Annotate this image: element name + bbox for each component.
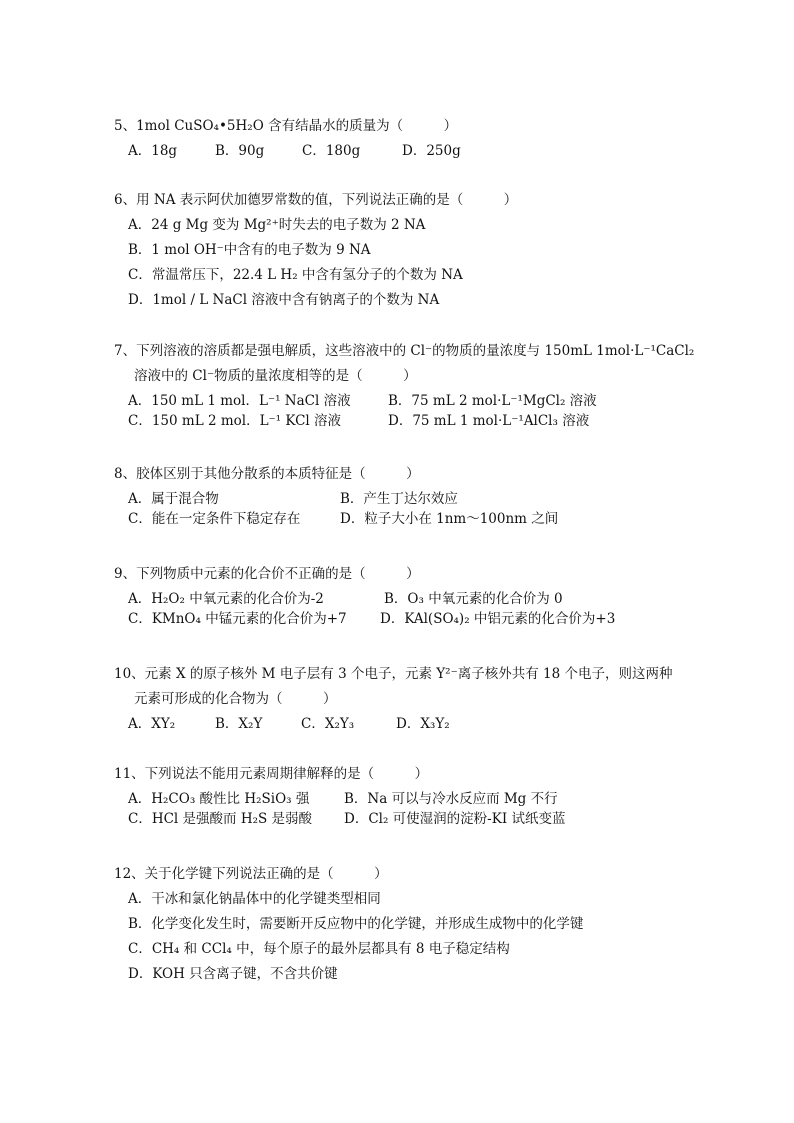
question-stem: 5、1mol CuSO₄•5H₂O 含有结晶水的质量为（ ） xyxy=(114,118,458,134)
option-b: B．90g xyxy=(215,143,265,159)
options-row xyxy=(114,139,714,159)
option-d: D．X₃Y₂ xyxy=(396,716,450,732)
option-a: A．24 g Mg 变为 Mg²⁺时失去的电子数为 2 NA xyxy=(128,217,426,233)
question-5 xyxy=(114,114,714,159)
option-c: C．能在一定条件下稳定存在 xyxy=(128,511,301,527)
option-d: D．KOH 只含离子键，不含共价键 xyxy=(128,966,338,982)
question-stem: 9、下列物质中元素的化合价不正确的是（ ） xyxy=(114,566,420,582)
option-b: B．Na 可以与冷水反应而 Mg 不行 xyxy=(344,791,558,807)
option-a: A．18g xyxy=(128,143,178,159)
options-row xyxy=(114,389,714,409)
option-a: A．H₂CO₃ 酸性比 H₂SiO₃ 强 xyxy=(128,791,310,807)
option-c: C．CH₄ 和 CCl₄ 中，每个原子的最外层都具有 8 电子稳定结构 xyxy=(128,941,510,957)
question-stem: 11、下列说法不能用元素周期律解释的是（ ） xyxy=(114,766,429,782)
question-stem: 8、胶体区别于其他分散系的本质特征是（ ） xyxy=(114,466,420,482)
question-7 xyxy=(114,339,714,429)
option-d: D．KAl(SO₄)₂ 中铝元素的化合价为+3 xyxy=(380,611,616,627)
option-a: A．属于混合物 xyxy=(128,491,219,507)
question-stem: 12、关于化学键下列说法正确的是（ ） xyxy=(114,866,388,882)
option-c: C．KMnO₄ 中锰元素的化合价为+7 xyxy=(128,611,347,627)
option-d: D．250g xyxy=(402,143,461,159)
option-d: D．粒子大小在 1nm～100nm 之间 xyxy=(340,511,559,527)
question-9 xyxy=(114,562,714,627)
question-6 xyxy=(114,188,714,313)
question-stem: 7、下列溶液的溶质都是强电解质，这些溶液中的 Cl⁻的物质的量浓度与 150mL 1mol·L⁻¹CaCl₂ xyxy=(114,343,695,359)
option-b: B．75 mL 2 mol·L⁻¹MgCl₂ 溶液 xyxy=(388,393,597,409)
option-c: C．180g xyxy=(302,143,361,159)
question-stem-continued: 元素可形成的化合物为（ ） xyxy=(134,691,337,707)
options-row xyxy=(114,587,714,607)
options-row xyxy=(114,807,714,827)
option-a: A．XY₂ xyxy=(128,716,176,732)
option-d: D．75 mL 1 mol·L⁻¹AlCl₃ 溶液 xyxy=(388,413,590,429)
question-stem-continued: 溶液中的 Cl⁻物质的量浓度相等的是（ ） xyxy=(134,368,417,384)
option-b: B．O₃ 中氧元素的化合价为 0 xyxy=(384,591,563,607)
options-row xyxy=(114,507,714,527)
options-row xyxy=(114,787,714,807)
option-b: B．1 mol OH⁻中含有的电子数为 9 NA xyxy=(128,242,371,258)
option-c: C．HCl 是强酸而 H₂S 是弱酸 xyxy=(128,811,313,827)
option-a: A．H₂O₂ 中氧元素的化合价为-2 xyxy=(128,591,324,607)
option-d: D．Cl₂ 可使湿润的淀粉-KI 试纸变蓝 xyxy=(344,811,566,827)
option-b: B．化学变化发生时，需要断开反应物中的化学键，并形成生成物中的化学键 xyxy=(128,916,584,932)
question-stem: 10、元素 X 的原子核外 M 电子层有 3 个电子，元素 Y²⁻离子核外共有 18 个电子，则这两种 xyxy=(114,666,673,682)
option-a: A．干冰和氯化钠晶体中的化学键类型相同 xyxy=(128,891,381,907)
question-11 xyxy=(114,762,714,827)
option-b: B．X₂Y xyxy=(215,716,263,732)
question-12 xyxy=(114,862,714,987)
options-row xyxy=(114,487,714,507)
option-c: C．常温常压下，22.4 L H₂ 中含有氢分子的个数为 NA xyxy=(128,267,463,283)
question-8 xyxy=(114,462,714,527)
options-row xyxy=(114,607,714,627)
options-row xyxy=(114,712,714,732)
question-stem: 6、用 NA 表示阿伏加德罗常数的值，下列说法正确的是（ ） xyxy=(114,192,518,208)
options-row xyxy=(114,409,714,429)
option-b: B．产生丁达尔效应 xyxy=(340,491,458,507)
option-c: C．X₂Y₃ xyxy=(301,716,355,732)
option-c: C．150 mL 2 mol．L⁻¹ KCl 溶液 xyxy=(128,413,342,429)
question-10 xyxy=(114,662,714,732)
option-d: D．1mol / L NaCl 溶液中含有钠离子的个数为 NA xyxy=(128,292,440,308)
option-a: A．150 mL 1 mol．L⁻¹ NaCl 溶液 xyxy=(128,393,351,409)
